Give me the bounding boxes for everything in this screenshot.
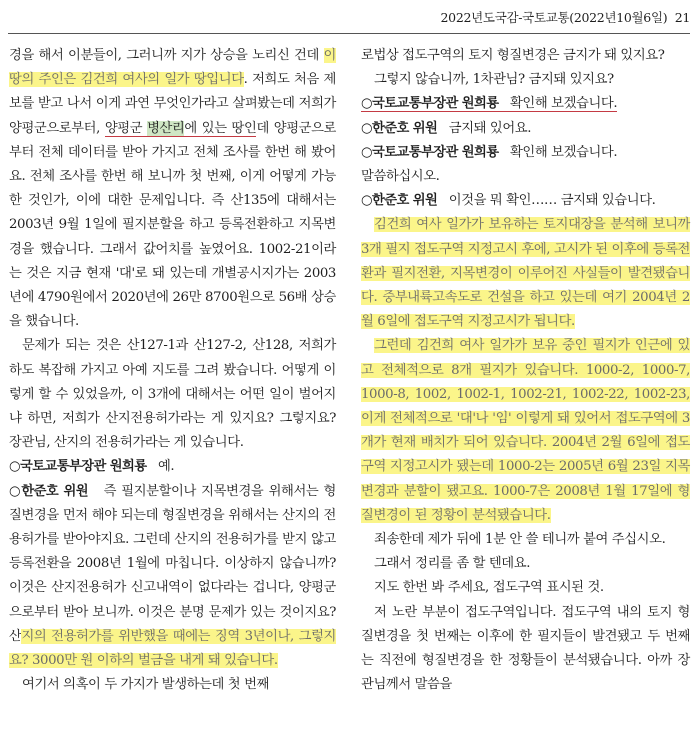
paragraph: 지도 한번 봐 주세요, 접도구역 표시된 것. (374, 580, 604, 596)
paragraph: 경을 해서 이분들이, 그러니까 지가 상승을 노리신 건데 이 땅의 주인은 김건희 여사의 일가 땅입니다. 저희도 처음 제보를 받고 나서 이게 과연 무엇인가라고 살펴봤는데 저희가 양평군으로부터, 양평군 병산리에 있는 땅인데 양평군으로부터 전체 데이터를 받아 가지고 전체 조사를 한번 해 봤어요. 전체 조사를 한번 해 보니까 첫 번째, 이게 어떻게 가능한 것인가, 이에 대한 문제입니다. 즉 산135에 대해서는 2003년 9월 1일에 필지분할을 하고 등록전환하고 지목변경을 했습니다. 그래서 값어치를 높였어요. 1002-21이라는 것은 지금 현재 '대'로 돼 있는데 개별공시지가는 2003년에 4790원에서 2020년에 26만 8700원으로 56배 상승을 했습니다. (9, 48, 336, 330)
header-title: 2022년도국감-국토교통(2022년10월6일) (440, 10, 668, 25)
highlighted-text: 김건희 여사 일가가 보유하는 토지대장을 분석해 보니까 3개 필지 접도구역 지정고시 후에, 고시가 된 이후에 등록전환과 필지전환, 지목변경이 이루어진 사실들이 발견됐습니다. 중부내륙고속도로 건설을 하고 있는데 여기 2004년 2월 6일에 접도구역 지정고시가 됩니다. (361, 217, 690, 330)
paragraph: 죄송한데 제가 뒤에 1분 안 쓸 테니까 붙여 주십시오. (374, 532, 666, 548)
left-column (9, 44, 336, 697)
speaker-name: ○국토교통부장관 원희룡 (9, 459, 147, 475)
speaker-name: ○한준호 위원 (361, 120, 438, 136)
paragraph (361, 334, 690, 528)
header-divider (8, 33, 690, 34)
speaker-name: ○국토교통부장관 원희룡 (361, 96, 499, 112)
speaker-line: ○한준호 위원 이것을 뭐 확인…… 금지돼 있습니다. (361, 193, 656, 209)
speaker-name: ○국토교통부장관 원희룡 (361, 144, 499, 160)
highlighted-text: 지의 전용허가를 위반했을 때에는 징역 3년이나, 그렇지요? 3000만 원 이하의 벌금을 내게 돼 있습니다. (9, 628, 336, 669)
speaker-line: ○국토교통부장관 원희룡 예. (9, 459, 175, 475)
speaker-name: ○한준호 위원 (9, 483, 89, 499)
paragraph: 여기서 의혹이 두 가지가 발생하는데 첫 번째 (22, 677, 269, 693)
paragraph: 로법상 접도구역의 토지 형질변경은 금지가 돼 있지요? (361, 48, 665, 63)
page-header (420, 8, 690, 26)
speaker-line (361, 92, 690, 116)
speaker-line: ○한준호 위원 즉 필지분할이나 지목변경을 위해서는 형질변경을 먼저 해야 되는데 형질변경을 위해서는 산지의 전용허가를 받아야지요. 그런데 산지의 전용허가를 받지 않고 등록전환을 2008년 1월에 마칩니다. 이상하지 않습니까? 이것은 산지전용허가 신고내역이 없다라는 겁니다, 양평군으로부터 받아 보니까. 이것은 분명 문제가 있는 것이지요? 산지의 전용허가를 위반했을 때에는 징역 3년이나, 그렇지요? 3000만 원 이하의 벌금을 내게 돼 있습니다. (9, 483, 336, 669)
speaker-name: ○한준호 위원 (361, 193, 438, 209)
paragraph: 저 노란 부분이 접도구역입니다. 접도구역 내의 토지 형질변경을 첫 번째는 이후에 한 필지들이 발견됐고 두 번째는 직전에 형질변경을 한 정황들이 분석됐습니다. 아까 장관님께서 말씀을 (361, 604, 690, 693)
right-column (361, 44, 690, 697)
place-name-highlight: 병산리 (147, 120, 185, 136)
underlined-text: ○국토교통부장관 원희룡 확인해 보겠습니다. (361, 96, 618, 112)
speaker-line: ○한준호 위원 금지돼 있어요. (361, 120, 532, 136)
underlined-text: 양평군 병산리에 있는 땅인 (104, 120, 257, 136)
speaker-line: ○국토교통부장관 원희룡 확인해 보겠습니다. 말씀하십시오. (361, 144, 618, 185)
paragraph: 문제가 되는 것은 산127-1과 산127-2, 산128, 저희가 하도 복잡해 가지고 아예 지도를 그려 봤습니다. 어떻게 이렇게 할 수 있었을까, 이 3개에 대해서는 어떤 일이 벌어지냐 하면, 저희가 산지전용허가라는 게 있지요? 그렇지요? 장관님, 산지의 전용허가라는 게 있습니다. (9, 338, 336, 451)
paragraph (361, 213, 690, 334)
paragraph: 그래서 정리를 좀 할 텐데요. (374, 556, 531, 572)
paragraph: 그렇지 않습니까, 1차관님? 금지돼 있지요? (374, 72, 614, 88)
highlighted-text: 그런데 김건희 여사 일가가 보유 중인 필지가 인근에 있고 전체적으로 8개 필지가 있습니다. 1000-2, 1000-7, 1000-8, 1002, 1002-1, 1002-21, 1002-22, 1002-23, 이게 전체적으로 '대'나 '임' 이렇게 돼 있어서 접도구역에 3개가 현재 배치가 되어 있습니다. 2004년 2월 6일에 접도구역 지정고시가 됐는데 1000-2는 2005년 6월 23일 지목변경과 분할이 됐고요. 1000-7은 2008년 1월 17일에 형질변경이 된 정황이 분석됐습니다. (361, 338, 690, 523)
highlighted-text: 이 땅의 주인은 김건희 여사의 일가 땅입니다 (9, 48, 336, 88)
page-number: 21 (674, 10, 690, 25)
